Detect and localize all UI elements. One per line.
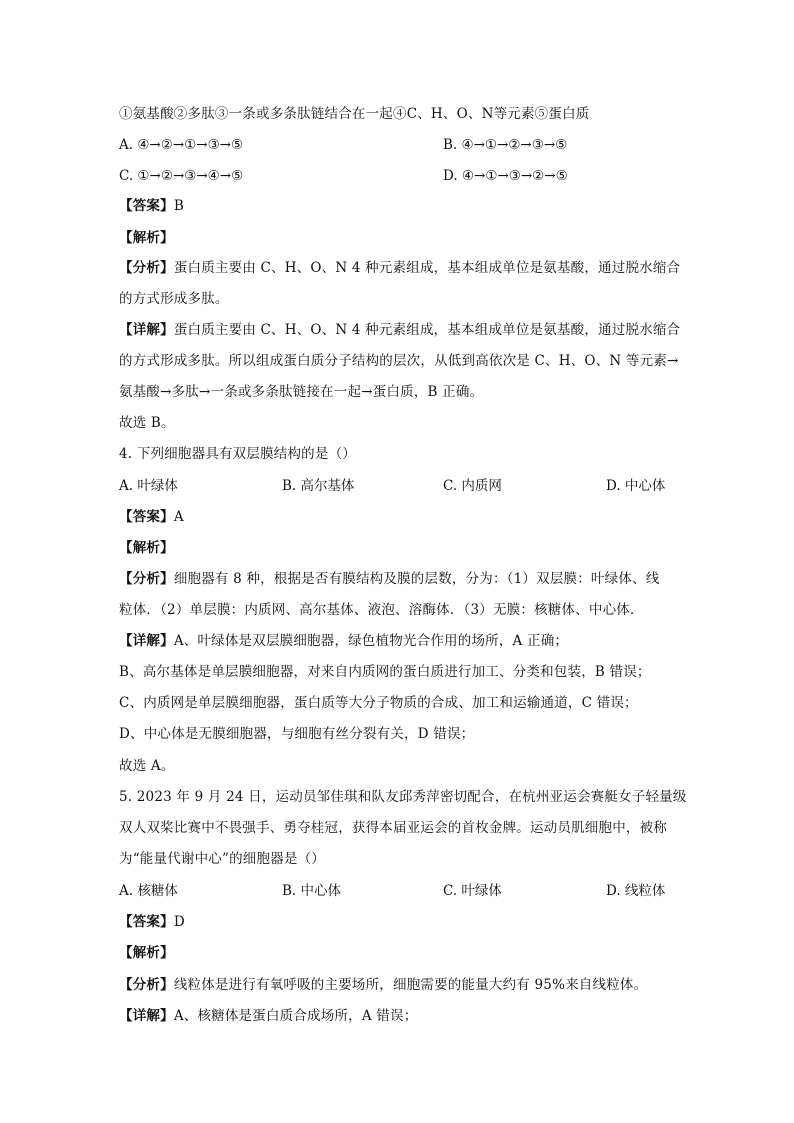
q3-fenxi-line-1 — [119, 258, 680, 278]
answer-tag: 【答案】 — [119, 509, 174, 525]
q4-xiangjie-c: C、内质网是单层膜细胞器，蛋白质等大分子物质的合成、加工和运输通道，C 错误； — [119, 695, 638, 711]
q3-option-c: C. ①→②→③→④→⑤ — [119, 168, 244, 184]
q5-stem-line-1: 5. 2023 年 9 月 24 日，运动员邹佳琪和队友邱秀萍密切配合，在杭州亚运会赛艇女子轻量级 — [119, 789, 687, 805]
xiangjie-text: 蛋白质主要由 C、H、O、N 4 种元素组成，基本组成单位是氨基酸，通过脱水缩合 — [173, 322, 681, 338]
q5-option-a: A. 核糖体 — [119, 883, 178, 899]
answer-value: D — [173, 914, 185, 930]
q4-option-c: C. 内质网 — [443, 478, 502, 494]
q3-option-b: B. ④→①→②→③→⑤ — [443, 137, 568, 153]
q4-option-b: B. 高尔基体 — [282, 478, 355, 494]
answer-value: A — [173, 509, 184, 525]
answer-tag: 【答案】 — [119, 198, 174, 214]
fenxi-tag: 【分析】 — [119, 260, 174, 276]
xiangjie-text: A、叶绿体是双层膜细胞器，绿色植物光合作用的场所，A 正确； — [173, 633, 569, 649]
q5-stem-line-3: 为“能量代谢中心”的细胞器是（） — [119, 851, 326, 867]
q3-option-a: A. ④→②→①→③→⑤ — [119, 137, 244, 153]
q4-stem: 4. 下列细胞器具有双层膜结构的是（） — [119, 446, 356, 462]
q5-option-c: C. 叶绿体 — [443, 883, 502, 899]
q4-fenxi-line-1 — [119, 569, 659, 589]
q4-option-a: A. 叶绿体 — [119, 478, 178, 494]
q3-xiangjie-line-2: 的方式形成多肽。所以组成蛋白质分子结构的层次，从低到高依次是 C、H、O、N 等元素→ — [119, 353, 679, 369]
xiangjie-tag: 【详解】 — [119, 633, 174, 649]
q4-answer — [119, 507, 184, 527]
q4-xiangjie-b: B、高尔基体是单层膜细胞器，对来自内质网的蛋白质进行加工、分类和包装，B 错误； — [119, 664, 651, 680]
q4-option-d: D. 中心体 — [606, 478, 666, 494]
xiangjie-tag: 【详解】 — [119, 322, 174, 338]
answer-value: B — [173, 198, 184, 214]
q5-analysis-heading: 【解析】 — [119, 945, 174, 961]
fenxi-tag: 【分析】 — [119, 571, 174, 587]
fenxi-text: 线粒体是进行有氧呼吸的主要场所，细胞需要的能量大约有 95%来自线粒体。 — [173, 977, 648, 993]
q5-option-d: D. 线粒体 — [606, 883, 666, 899]
fenxi-text: 蛋白质主要由 C、H、O、N 4 种元素组成，基本组成单位是氨基酸，通过脱水缩合 — [173, 260, 681, 276]
q3-conclusion: 故选 B。 — [119, 415, 175, 431]
xiangjie-text: A、核糖体是蛋白质合成场所，A 错误； — [173, 1008, 418, 1024]
q5-fenxi-line-1 — [119, 975, 647, 995]
fenxi-tag: 【分析】 — [119, 977, 174, 993]
q3-xiangjie-line-3: 氨基酸→多肽→一条或多条肽链接在一起→蛋白质，B 正确。 — [119, 384, 484, 400]
q3-stem: ①氨基酸②多肽③一条或多条肽链结合在一起④C、H、O、N等元素⑤蛋白质 — [119, 106, 590, 122]
q3-analysis-heading: 【解析】 — [119, 230, 174, 246]
q4-analysis-heading: 【解析】 — [119, 540, 174, 556]
q4-fenxi-line-2: 粒体．（2）单层膜：内质网、高尔基体、液泡、溶酶体．（3）无膜：核糖体、中心体． — [119, 602, 644, 618]
answer-tag: 【答案】 — [119, 914, 174, 930]
q4-conclusion: 故选 A。 — [119, 758, 175, 774]
xiangjie-tag: 【详解】 — [119, 1008, 174, 1024]
q5-xiangjie-line-1 — [119, 1006, 417, 1026]
q3-fenxi-line-2: 的方式形成多肽。 — [119, 291, 229, 307]
q4-xiangjie-d: D、中心体是无膜细胞器，与细胞有丝分裂有关，D 错误； — [119, 726, 475, 742]
q3-answer — [119, 196, 184, 216]
fenxi-text: 细胞器有 8 种，根据是否有膜结构及膜的层数，分为：（1）双层膜：叶绿体、线 — [173, 571, 660, 587]
q3-xiangjie-line-1 — [119, 320, 680, 340]
q5-stem-line-2: 双人双桨比赛中不畏强手、勇夺桂冠，获得本届亚运会的首枚金牌。运动员肌细胞中，被称 — [119, 820, 667, 836]
q5-option-b: B. 中心体 — [282, 883, 342, 899]
q3-option-d: D. ④→①→③→②→⑤ — [443, 168, 568, 184]
q4-xiangjie-line-1 — [119, 631, 568, 651]
q5-answer — [119, 912, 185, 932]
